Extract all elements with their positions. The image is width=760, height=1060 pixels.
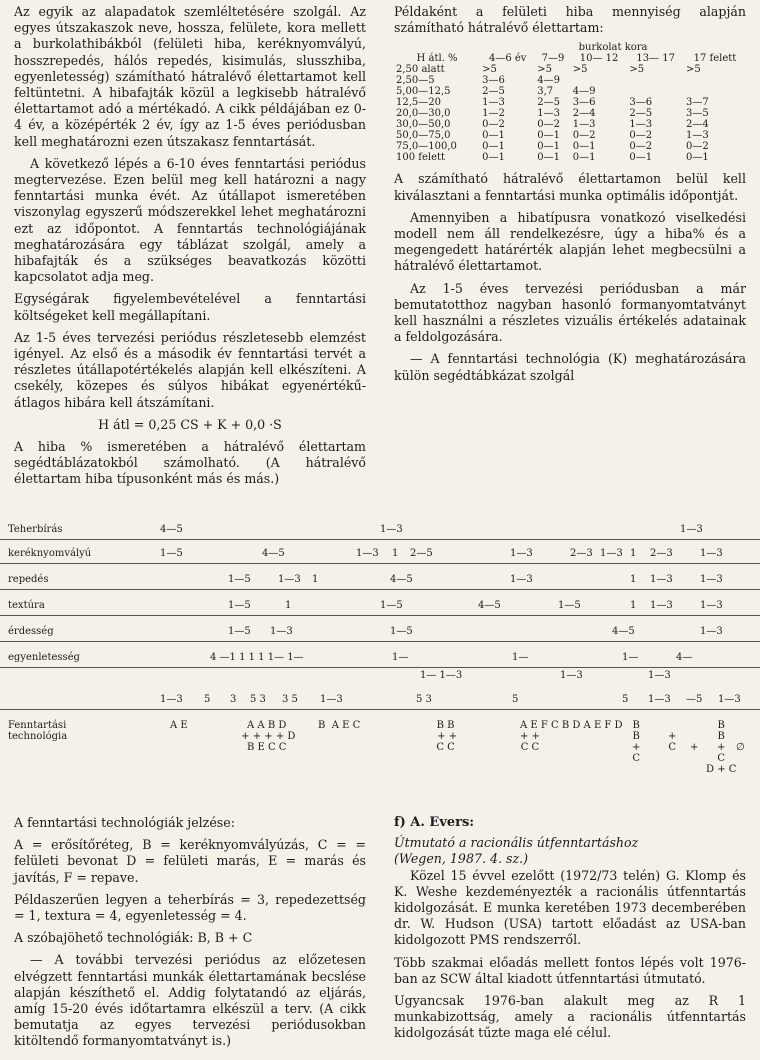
diagram-range: 5 [512,694,519,705]
table-cell: 0—1 [629,152,653,164]
table-cell: 4—9 [572,86,596,98]
table-cell: 3—6 [629,97,653,109]
right-bottom-column [394,815,746,1048]
article-source: (Wegen, 1987. 4. sz.) [394,851,529,867]
paragraph: A = erősítőréteg, B = keréknyomvályúzás, C = = felületi bevonat D = felületi marás, E = marás és javítás, F = repave. [14,837,366,885]
diagram-range: 4—5 [390,574,413,585]
diagram-range: 4—5 [612,626,635,637]
diagram-range: 1—5 [380,600,403,611]
diagram-range: 2—3 [570,548,593,559]
lifetime-table [394,42,746,163]
diagram-range: 1—3 [718,694,741,705]
diagram-range: 1—3 [650,574,673,585]
table-row-label: 30,0—50,0 [396,119,451,131]
table-cell: >5 [572,64,588,76]
diagram-range: 1—5 [558,600,581,611]
diagram-range: 1 [630,600,637,611]
table-cell: >5 [685,64,701,76]
diagram-row-label: egyenletesség [8,652,80,663]
paragraph: A szóbajöhető technológiák: B, B + C [14,930,253,946]
table-cell: 0—2 [629,130,653,142]
paragraph: Egységárak figyelembevételével a fenntartási költségeket kell megállapítani. [14,291,366,323]
table-cell: 0—2 [482,119,505,131]
diagram-row-label: keréknyomvályú [8,548,92,559]
diagram-rule [0,709,760,710]
technology-code: B A E C [318,720,361,731]
diagram-range: 1 [630,574,637,585]
table-cell: 0—1 [482,152,505,164]
table-col-header: 7—9 [541,53,565,65]
table-cell [571,75,628,86]
diagram-range: 1— [392,652,409,663]
technology-code: B B + C D + C [706,720,737,775]
diagram-rule [0,667,760,668]
table-cell: 3,7 [537,86,554,98]
diagram-range: 1 [392,548,399,559]
table-cell: 2—4 [572,108,596,120]
diagram-range: —5 [686,694,703,705]
paragraph: Az egyik az alapadatok szemléltetésére szolgál. Az egyes útszakaszok neve, hossza, felülete, kora mellett a burkolathibákból (felületi hiba, keréknyomvályú, hosszrepedés, hálós repedés, kisimulás, slusszhiba, egyenletesség) számítható hátralévő élettartamot kell feltüntetni. A hibafajták közül a legkisebb hátralévő élettartamot adó a mértékadó. A cikk példájában ez 0-4 év, a középérték 2 év, így az 1-5 éves periódusban kell meghatározni ezen útszakasz fenntartását. [14,4,366,149]
diagram-row [0,598,760,616]
diagram-range: 1—5 [390,626,413,637]
paragraph: — A további tervezési periódus az előzetesen elvégzett fenntartási munkák élettartamának becslése alapján készíthető el. Addig folytatandó az eljárás, amíg 15-20 évés időtartamra elkészül a terv. (A cikk bemutatja az egyes tervezési periódusokban kitöltendő formanyomtatványt is.) [14,952,366,1049]
table-cell: 0—1 [537,152,560,164]
diagram-range: 3 5 [282,694,298,705]
diagram-range: 1—3 [600,548,623,559]
diagram-rule [0,539,760,540]
diagram-rule [0,563,760,564]
table-cell [627,86,684,97]
table-col-header: 4—6 év [488,53,527,65]
diagram-range: 1—3 [510,574,533,585]
diagram-range: 1—3 [648,670,671,681]
table-body [394,64,746,163]
table-intro: Példaként a felületi hiba mennyiség alapján számítható hátralévő élettartam: [394,4,746,36]
table-row-label: 2,50—5 [396,75,435,87]
table-cell [684,75,746,86]
paragraph: Közel 15 évvel ezelőtt (1972/73 telén) G. Klomp és K. Weshe kezdeményezték a racionális útfenntartás kidolgozását. E munka keretében 1973 decemberében dr. W. Hudson (USA) tartott előadást az USA-ban kidolgozott PMS rendszerről. [394,867,746,948]
diagram-range: 1—3 [380,524,403,535]
diagram-range: 5 3 [416,694,432,705]
table-row-label: 100 felett [396,152,446,164]
table-cell: >5 [482,64,497,76]
table-cell: 2—5 [482,86,505,98]
table-row [394,75,746,86]
table-cell: 3—7 [685,97,709,109]
diagram-range: 3 [230,694,237,705]
diagram-range: 1—3 [700,600,723,611]
table-row-header: H átl. % [416,53,458,65]
diagram-range: 1—3 [560,670,583,681]
legend-heading: A fenntartási technológiák jelzése: [14,815,235,830]
diagram-range: 1—3 [320,694,343,705]
technology-code: A E [170,720,188,731]
diagram-range: 1—3 [648,694,671,705]
diagram-range: 1—3 [700,548,723,559]
technology-code: B B + C [632,720,641,764]
table-cell: 0—1 [537,141,560,153]
table-row-label: 2,50 alatt [396,64,445,76]
diagram-rule [0,641,760,642]
table-cell: 0—1 [482,130,505,142]
paragraph: A hiba % ismeretében a hátralévő élettartam segédtáblázatokból számolható. (A hátralévő élettartam hiba típusonként más és más.) [14,439,366,487]
table-row [394,97,746,108]
table-row-label: 12,5—20 [396,97,441,109]
diagram-range: 1—3 [700,574,723,585]
table-col-header: 17 felett [693,53,737,65]
technology-code: + C [668,731,677,753]
diagram-range: 1—3 [160,694,183,705]
paragraph: Az 1-5 éves tervezési periódus részletesebb elemzést igényel. Az első és a második év fenntartási tervét a részletes útállapotértékelés alapján kell elkészíteni. A csekély, közepes és súlyos hibákat egyenértékű-átlagos hibára kell átszámítani. [14,329,366,410]
diagram-rule [0,615,760,616]
table-cell: 0—1 [572,141,596,153]
diagram-row [0,650,760,668]
technology-diagram [0,522,760,775]
diagram-range: 1 [630,548,637,559]
table-col-header: 13— 17 [636,53,675,65]
table-cell: >5 [537,64,552,76]
diagram-range: 1—3 [650,600,673,611]
diagram-range: 4—5 [478,600,501,611]
table-cell: 3—6 [572,97,596,109]
diagram-range: 1—5 [228,600,251,611]
diagram-range: 2—5 [410,548,433,559]
table-cell: 3—6 [482,75,505,87]
table-cell: 2—5 [537,97,560,109]
diagram-range: 1—3 [278,574,301,585]
technology-code: A E F C B D A E F D [520,720,623,731]
diagram-range: 1—3 [680,524,703,535]
paragraph: A számítható hátralévő élettartamon belül kell kiválasztani a fenntartási munka optimális időpontját. [394,171,746,203]
section-heading: f) A. Evers: [394,815,475,830]
diagram-range: 5 3 [250,694,266,705]
formula: H átl = 0,25 CS + K + 0,0 ·S [98,416,282,432]
article-title: Útmutató a racionális útfenntartáshoz [394,835,639,851]
table-cell: 0—2 [572,130,596,142]
paragraph: — A fenntartási technológia (K) meghatározására külön segédtábkázat szolgál [394,351,746,383]
diagram-row-label: textúra [8,600,45,611]
diagram-row-label: érdesség [8,626,54,637]
table-cell: 4—9 [537,75,560,87]
table-cell: 0—1 [572,152,596,164]
paragraph: Több szakmai előadás mellett fontos lépés volt 1976-ban az SCW által kiadott útfenntartási útmutató. [394,954,746,986]
diagram-row [0,572,760,590]
table-cell: 1—3 [685,130,709,142]
diagram-range: 1—3 [270,626,293,637]
table-cell: 3—5 [685,108,709,120]
table-row-label: 5,00—12,5 [396,86,451,98]
table-cell: 0—1 [537,130,560,142]
diagram-range: 1—5 [228,626,251,637]
diagram-range: 1— [622,652,639,663]
table-cell [684,86,746,97]
paragraph: Az 1-5 éves tervezési periódusban a már bemutatotthoz nagyban hasonló formanyomtatványt kell használni a részletes vizuális értékelés adatainak a feldolgozására. [394,280,746,345]
diagram-range: 4—5 [160,524,183,535]
left-top-column [14,4,366,494]
table-row-label: 50,0—75,0 [396,130,451,142]
table-row [394,152,746,163]
table-row [394,86,746,97]
diagram-range: 5 [622,694,629,705]
diagram-rule [0,589,760,590]
diagram-row [0,546,760,564]
technology-code: A A B D + + + + D B E C C [241,720,296,753]
diagram-range: 2—3 [650,548,673,559]
diagram-row-label: repedés [8,574,49,585]
table-row [394,119,746,130]
table-cell: 1—3 [482,97,505,109]
table-cell: 1—3 [629,119,653,131]
technology-code: + [690,742,699,753]
diagram-row [0,624,760,642]
table-cell: 1—2 [482,108,505,120]
table-cell: 0—1 [685,152,709,164]
table-cell: 0—2 [537,119,560,131]
paragraph: Példaszerűen legyen a teherbírás = 3, repedezettség = 1, textura = 4, egyenletesség = 4. [14,891,366,924]
table-row [394,64,746,75]
diagram-range: 4 —1 1 1 1 1— 1— [210,652,304,663]
diagram-row [0,692,760,710]
table-cell: 0—2 [629,141,653,153]
table-cell: >5 [629,64,645,76]
table-cell: 1—3 [572,119,596,131]
table-group-header: burkolat kora [578,42,648,54]
table-cell: 2—4 [685,119,709,131]
table-cell: 2—5 [629,108,653,120]
diagram-range: 1 [312,574,319,585]
paragraph: Ugyancsak 1976-ban alakult meg az R 1 munkabizottság, amely a racionális útfenntartás kidolgozását tűzte maga elé célul. [394,993,746,1041]
diagram-range: 4— [676,652,693,663]
diagram-range: 1— [512,652,529,663]
diagram-range: 1—3 [510,548,533,559]
left-bottom-column [14,815,366,1056]
technology-code: + + C C [520,731,540,753]
table-row [394,108,746,119]
diagram-range: 1— 1—3 [420,670,463,681]
technology-label: Fenntartási technológia [8,720,68,742]
diagram-row [0,522,760,540]
table-cell [627,75,684,86]
table-cell: 0—2 [685,141,709,153]
diagram-range: 5 [204,694,211,705]
technology-code: ∅ [736,742,745,753]
diagram-range: 4—5 [262,548,285,559]
diagram-range: 1—5 [160,548,183,559]
right-top-column [394,4,746,390]
table-row-label: 75,0—100,0 [396,141,457,153]
diagram-row-label: Teherbírás [8,524,63,535]
table-row [394,130,746,141]
diagram-range: 1—5 [228,574,251,585]
paragraph: A következő lépés a 6-10 éves fenntartási periódus megtervezése. Ezen belül meg kell határozni a nagy fenntartási munka évét. Az útállapot ismeretében viszonylag egyszerű módszerekkel lehet meghatározni ezt az időpontot. A fenntartás technológiájának meghatározására egy táblázat szolgál, amely a hibafajták és a szükséges beavatkozás közötti kapcsolatot adja meg. [14,155,366,285]
paragraph: Amennyiben a hibatípusra vonatkozó viselkedési modell nem áll rendelkezésre, úgy a hiba% és a megengedett határérték alapján lehet megbecsülni a hátralévő élettartamot. [394,209,746,274]
table-cell: 0—1 [482,141,505,153]
technology-code: B B + + C C [436,720,458,753]
table-col-header: 10— 12 [579,53,619,65]
table-row-label: 20,0—30,0 [396,108,451,120]
diagram-range: 1—3 [356,548,379,559]
diagram-range: 1—3 [700,626,723,637]
diagram-range: 1 [285,600,292,611]
table-cell: 1—3 [537,108,560,120]
table-row [394,141,746,152]
